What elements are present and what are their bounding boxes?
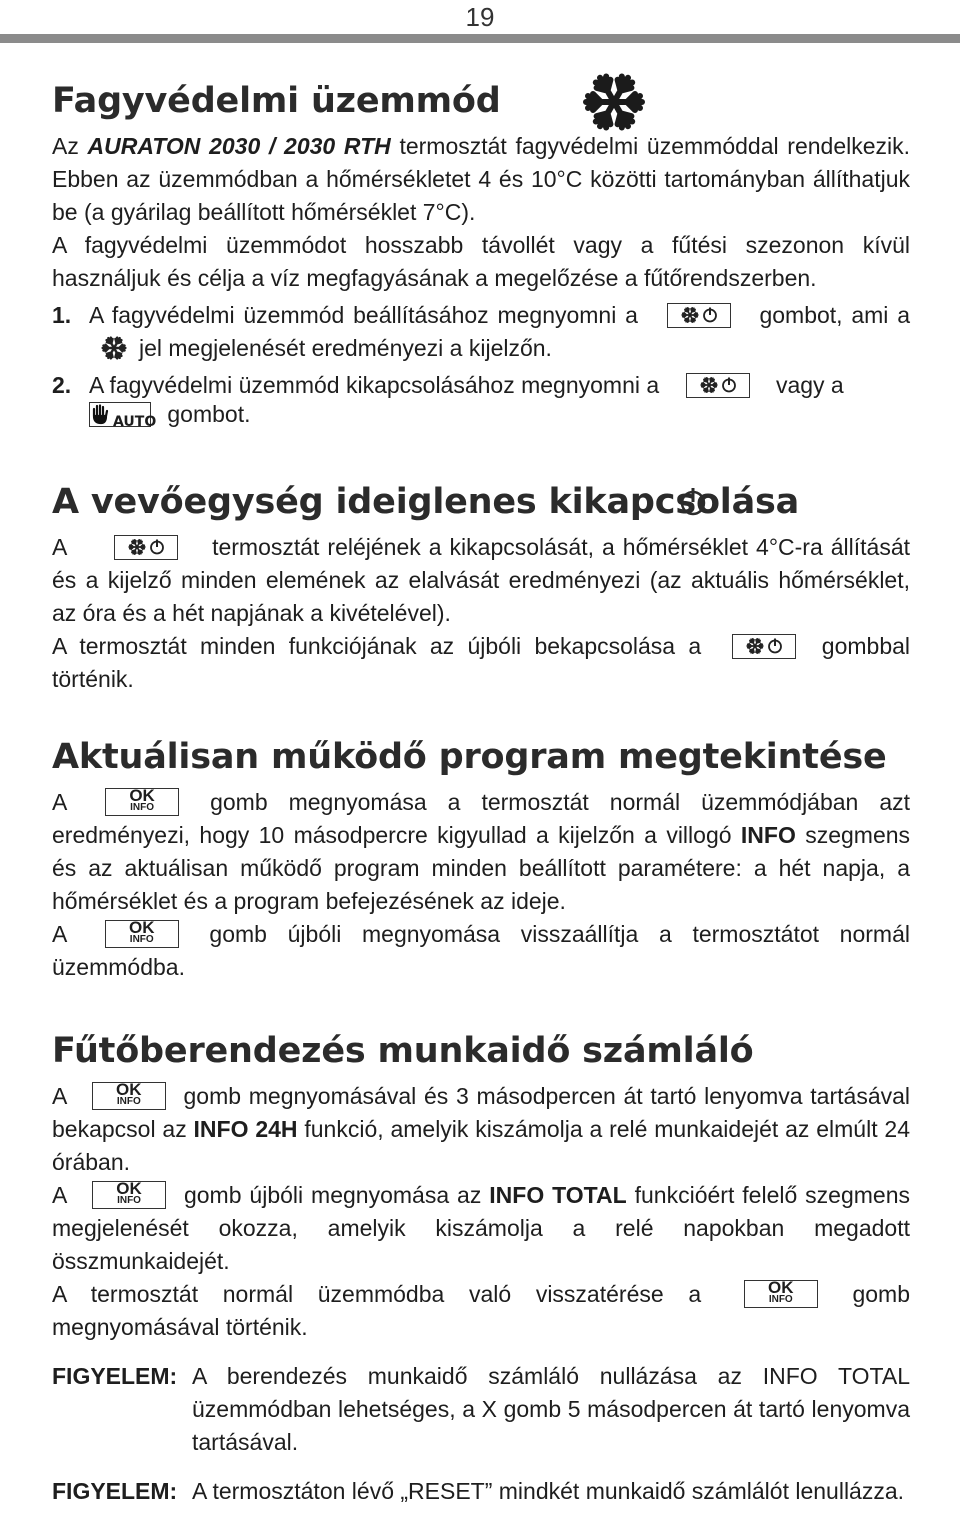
frost-p1-start: Az [52,133,79,159]
counter-p3-start: A termosztát normál üzemmódba való visszatérése a [52,1281,702,1307]
ok-info-button [744,1280,818,1308]
info-total-label: INFO TOTAL [489,1182,627,1208]
counter-p1-mid: gomb megnyomásával és 3 másodpercen át tartó lenyomva tartásával bekapcsol az [52,1083,911,1142]
step1-text-c: jel megjelenését eredményezi a kijelzőn. [139,335,552,361]
auto-label: AUTO [113,414,157,430]
hand-auto-button [89,402,157,430]
step-number: 2. [52,372,72,398]
step2-text-a: A fagyvédelmi üzemmód kikapcsolásához megnyomni a [89,372,660,398]
ok-label: OK [116,1179,142,1198]
ok-info-button [105,920,179,948]
program-p1-mid: gomb megnyomása a termosztát normál üzemmódjában azt eredményezi, hogy 10 másodpercre kigyullad a kijelzőn a villogó [52,789,911,848]
program-paragraph-1 [52,786,910,918]
ok-label: OK [129,786,155,805]
section-title-frost [52,78,910,124]
info-label: INFO [130,802,155,813]
frost-step-1 [52,299,910,365]
frost-p1-rest: termosztát fagyvédelmi üzemmóddal rendelkezik. Ebben az üzemmódban a hőmérsékletet 4 és 10°C közötti tartományban állíthatjuk be (a gyárilag beállított hőmérséklet 7°C). [52,133,911,225]
step-number: 1. [52,302,72,328]
program-p1-start: A [52,789,67,815]
counter-paragraph-2 [52,1179,910,1278]
header-rule [0,34,960,43]
snowflake-icon [582,70,646,134]
warning-label: FIGYELEM: [52,1363,178,1389]
frost-step-2-cont [89,398,910,431]
warning-text: A berendezés munkaidő számláló nullázása az INFO TOTAL üzemmódban lehetséges, a X gomb 5 másodpercen át tartó lenyomva tartásával. [192,1363,910,1455]
info-label: INFO [129,934,154,945]
hand-icon [90,403,112,425]
section-title-frost-text: Fagyvédelmi üzemmód [52,81,501,121]
frost-power-button [114,535,178,560]
ok-label: OK [116,1080,142,1099]
counter-p2-start: A [52,1182,67,1208]
warning-2 [52,1475,910,1508]
counter-p2-rest: funkcióért felelő szegmens megjelenését okozza, amelyik kiszámolja a relé napokban megadott összmunkaidejét. [52,1182,911,1274]
step2-text-c: gombot. [167,401,251,427]
ok-info-button [105,788,179,816]
counter-paragraph-3 [52,1278,910,1344]
standby-paragraph-2 [52,630,910,696]
section-title-standby [52,479,910,525]
ok-info-button [92,1082,166,1110]
program-p2-start: A [52,921,67,947]
counter-p1-start: A [52,1083,67,1109]
snowflake-icon [101,335,127,361]
standby-p2-start: A termosztát minden funkciójának az újbóli bekapcsolása a [52,633,702,659]
counter-paragraph-1 [52,1080,910,1179]
standby-p1-rest: termosztát reléjének a kikapcsolását, a hőmérséklet 4°C-ra állítását és a kijelző minden elemének az elalvását eredményezi (az aktuális hőmérséklet, az óra és a hét napjának a kivételével). [52,534,911,626]
program-p1-rest: szegmens és az aktuálisan működő program minden beállított paramétere: a hét napja, a hőmérséklet és a program befejezésének az ideje. [52,822,911,914]
section-title-standby-text: A vevőegység ideiglenes kikapcsolása [52,482,800,522]
frost-paragraph-2: A fagyvédelmi üzemmódot hosszabb távollét vagy a fűtési szezonon kívül használjuk és célja a víz megfagyásának a megelőzése a fűtőrendszerben. [52,232,910,291]
counter-p2-mid: gomb újbóli megnyomása az [183,1182,482,1208]
counter-p1-rest: funkció, amelyik kiszámolja a relé munkaidejét az elmúlt 24 órában. [52,1116,911,1175]
info-label: INFO [117,1195,141,1206]
program-paragraph-2 [52,918,910,984]
ok-label: OK [768,1278,794,1297]
step2-text-b: vagy a [775,372,844,398]
info-segment-label: INFO [740,822,796,848]
standby-p2-rest: gombbal történik. [52,633,911,692]
step1-text-b: gombot, ami a [759,302,910,328]
counter-p3-rest: gomb megnyomásával történik. [52,1281,910,1340]
warning-label: FIGYELEM: [52,1478,178,1504]
standby-paragraph-1 [52,531,910,630]
product-name: AURATON 2030 / 2030 RTH [87,133,391,159]
frost-power-button [686,373,750,398]
standby-p1-start: A [52,534,67,560]
page-number: 19 [465,2,495,32]
section-title-counter: Fűtőberendezés munkaidő számláló [52,1031,754,1071]
ok-info-button [92,1181,166,1209]
info-24h-label: INFO 24H [193,1116,298,1142]
frost-paragraph-1 [52,130,910,229]
step1-text-a: A fagyvédelmi üzemmód beállításához megnyomni a [89,302,638,328]
info-label: INFO [768,1294,793,1305]
warning-1 [52,1360,910,1459]
section-title-program: Aktuálisan működő program megtekintése [52,737,887,777]
ok-label: OK [129,918,155,937]
program-p2-rest: gomb újbóli megnyomása visszaállítja a termosztátot normál üzemmódba. [52,921,910,980]
frost-power-button [732,634,796,659]
warning-text: A termosztáton lévő „RESET” mindkét munkaidő számlálót lenullázza. [192,1478,905,1504]
info-label: INFO [116,1096,141,1107]
frost-power-button [667,303,731,328]
document-body [52,78,910,1508]
power-icon [678,487,708,517]
